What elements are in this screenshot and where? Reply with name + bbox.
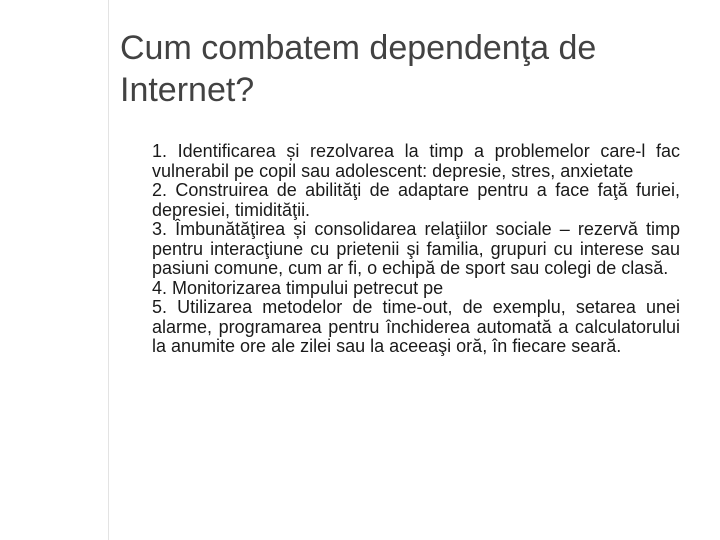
slide-title: Cum combatem dependenţa de Internet?: [120, 29, 597, 109]
bullet-item-1: [128, 142, 680, 181]
bullet-item-3: [128, 220, 680, 279]
bullet-item-4: [128, 279, 680, 299]
bullet-text: 4. Monitorizarea timpului petrecut pe: [152, 277, 444, 298]
bullet-text: 5. Utilizarea metodelor de time-out, de exemplu, setarea unei alarme, programarea pentru închiderea automată a calculatorului la anumite ore ale zilei sau la aceeaşi oră, în fiecare seară.: [152, 297, 680, 356]
bullet-text: 3. Îmbunătăţirea și consolidarea relaţiilor sociale – rezervă timp pentru interacţiune cu prietenii şi familia, grupuri cu interese sau pasiuni comune, cum ar fi, o echipă de sport sau colegi de clasă.: [152, 219, 680, 278]
bullet-item-2: [128, 181, 680, 220]
bullet-item-5: [128, 298, 680, 357]
bullet-text: 1. Identificarea și rezolvarea la timp a problemelor care-l fac vulnerabil pe copil sau adolescent: depresie, stres, anxietate: [152, 141, 680, 181]
bullet-list: [128, 142, 680, 357]
bullet-text: 2. Construirea de abilităţi de adaptare pentru a face faţă furiei, depresiei, timidităţii.: [152, 180, 680, 220]
